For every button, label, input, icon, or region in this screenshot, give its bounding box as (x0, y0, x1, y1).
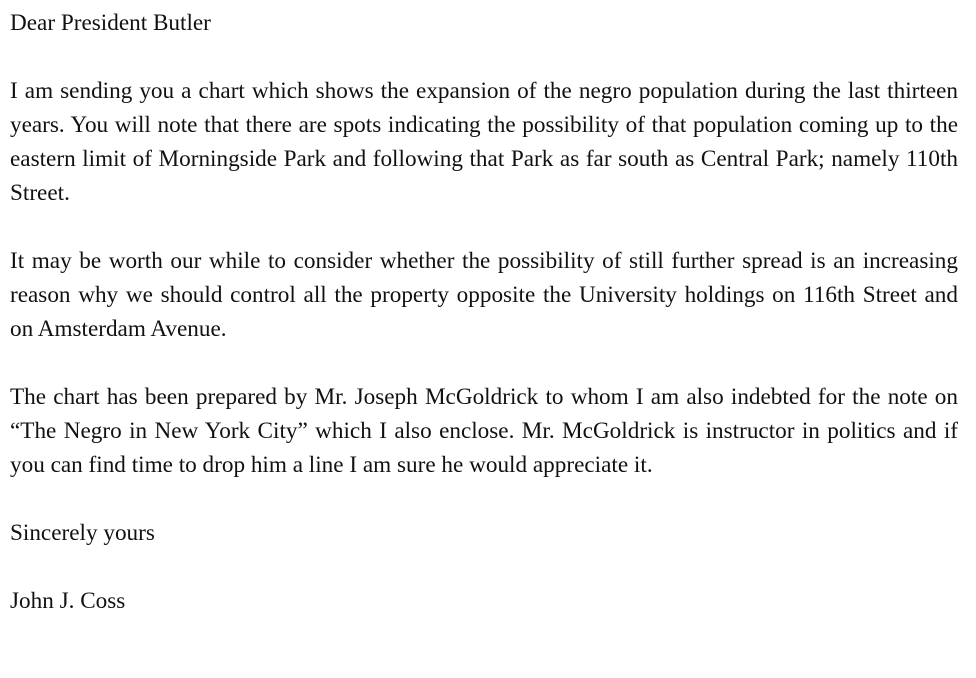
salutation: Dear President Butler (10, 10, 211, 36)
paragraph-mcgoldrick: The chart has been prepared by Mr. Joseph McGoldrick to whom I am also indebted for the note on “The Negro in New York City” which I also enclose. Mr. McGoldrick is instructor in politics and if you can find time to drop him a line I am sure he would appreciate it. (10, 384, 958, 478)
paragraph-chart: I am sending you a chart which shows the expansion of the negro population during the last thirteen years. You will note that there are spots indicating the possibility of that population coming up to the eastern limit of Morningside Park and following that Park as far south as Central Park; namely 110th Street. (10, 78, 958, 206)
closing: Sincerely yours (10, 520, 155, 546)
letter-body (10, 6, 958, 618)
signature: John J. Coss (10, 588, 126, 614)
paragraph-property: It may be worth our while to consider whether the possibility of still further spread is an increasing reason why we should control all the property opposite the University holdings on 116th Street and on Amsterdam Avenue. (10, 248, 958, 342)
